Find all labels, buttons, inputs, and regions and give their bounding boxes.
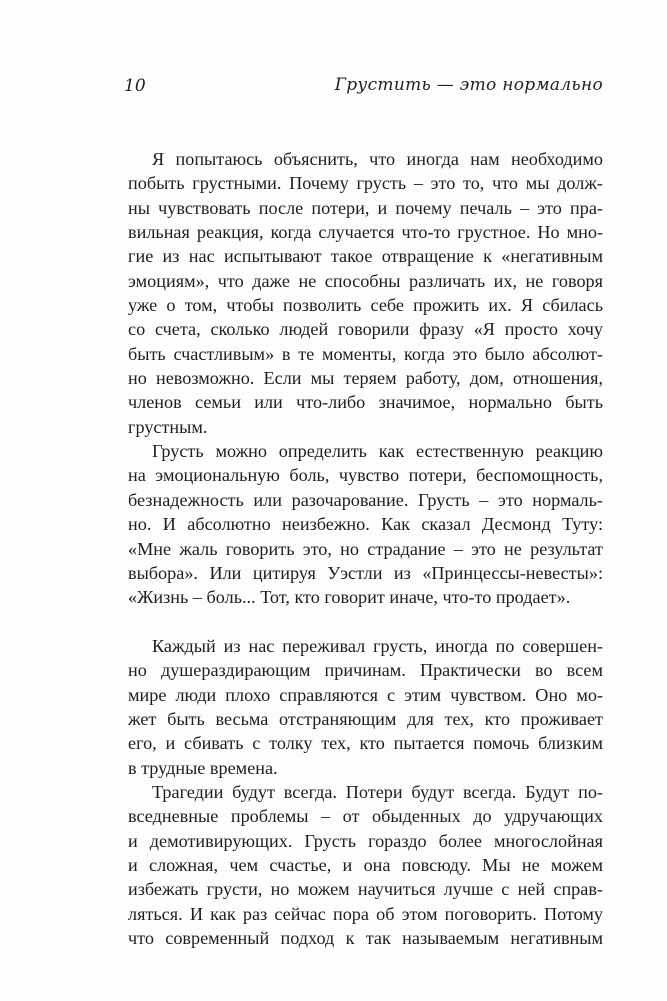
text-line: и демотивирующих. Грусть гораздо более многослойная [128, 830, 603, 851]
text-line: его, и сбивать с толку тех, кто пытается помочь близким [128, 733, 603, 754]
running-title: Грустить — это нормально [334, 75, 603, 95]
text-line: быть счастливым» в те моменты, когда это было абсолют- [128, 343, 603, 364]
text-line: жет быть весьма отстраняющим для тех, кто проживает [128, 708, 603, 729]
text-line: эмоциям», что даже не способны различать их, не говоря [128, 270, 603, 291]
text-line: побыть грустными. Почему грусть – это то, что мы долж- [128, 173, 603, 194]
text-line: грустным. [128, 416, 208, 437]
text-line: ляться. И как раз сейчас пора об этом поговорить. Потому [128, 903, 603, 924]
paragraph [128, 780, 603, 950]
text-line: «Жизнь – боль... Тот, кто говорит иначе, что-то продает». [128, 587, 571, 608]
text-line: Я попытаюсь объяснить, что иногда нам необходимо [152, 149, 603, 169]
paragraph [128, 439, 603, 609]
page-number: 10 [124, 76, 146, 96]
text-line: но душераздирающим причинам. Практически во всем [128, 660, 603, 681]
text-line: в трудные времена. [128, 757, 278, 778]
text-line: и сложная, чем счастье, и она повсюду. Мы не можем [128, 854, 603, 875]
section-break [128, 610, 603, 634]
body-text [128, 147, 603, 950]
paragraph [128, 634, 603, 780]
text-line: мире люди плохо справляются с этим чувством. Оно мо- [128, 684, 603, 705]
text-line: избежать грусти, но можем научиться лучше с ней справ- [128, 879, 603, 900]
text-line: Грусть можно определить как естественную реакцию [152, 441, 603, 462]
text-line: что современный подход к так называемым негативным [128, 928, 603, 948]
text-line: «Мне жаль говорить это, но страдание – это не результат [128, 538, 603, 559]
text-line: выбора». Или цитируя Уэстли из «Принцессы-невесты»: [128, 562, 603, 583]
text-line: но. И абсолютно неизбежно. Как сказал Десмонд Туту: [128, 514, 603, 535]
text-line: вседневные проблемы – от обыденных до удручающих [128, 806, 603, 827]
text-line: членов семьи или что-либо значимое, нормально быть [128, 392, 603, 413]
text-line: безнадежность или разочарование. Грусть – это нормаль- [128, 489, 603, 510]
text-line: вильная реакция, когда случается что-то грустное. Но мно- [128, 222, 603, 243]
text-line: гие из нас испытывают такое отвращение к «негативным [128, 246, 603, 267]
text-line: ны чувствовать после потери, и почему печаль – это пра- [128, 197, 603, 218]
text-line: на эмоциональную боль, чувство потери, беспомощность, [128, 465, 603, 486]
text-line: Трагедии будут всегда. Потери будут всегда. Будут по- [152, 781, 603, 802]
text-line: уже о том, чтобы позволить себе прожить их. Я сбилась [128, 295, 603, 316]
paragraph [128, 147, 603, 439]
text-line: но невозможно. Если мы теряем работу, дом, отношения, [128, 368, 603, 389]
text-line: Каждый из нас переживал грусть, иногда по совершен- [152, 635, 603, 656]
text-line: со счета, сколько людей говорили фразу «Я просто хочу [128, 319, 603, 340]
